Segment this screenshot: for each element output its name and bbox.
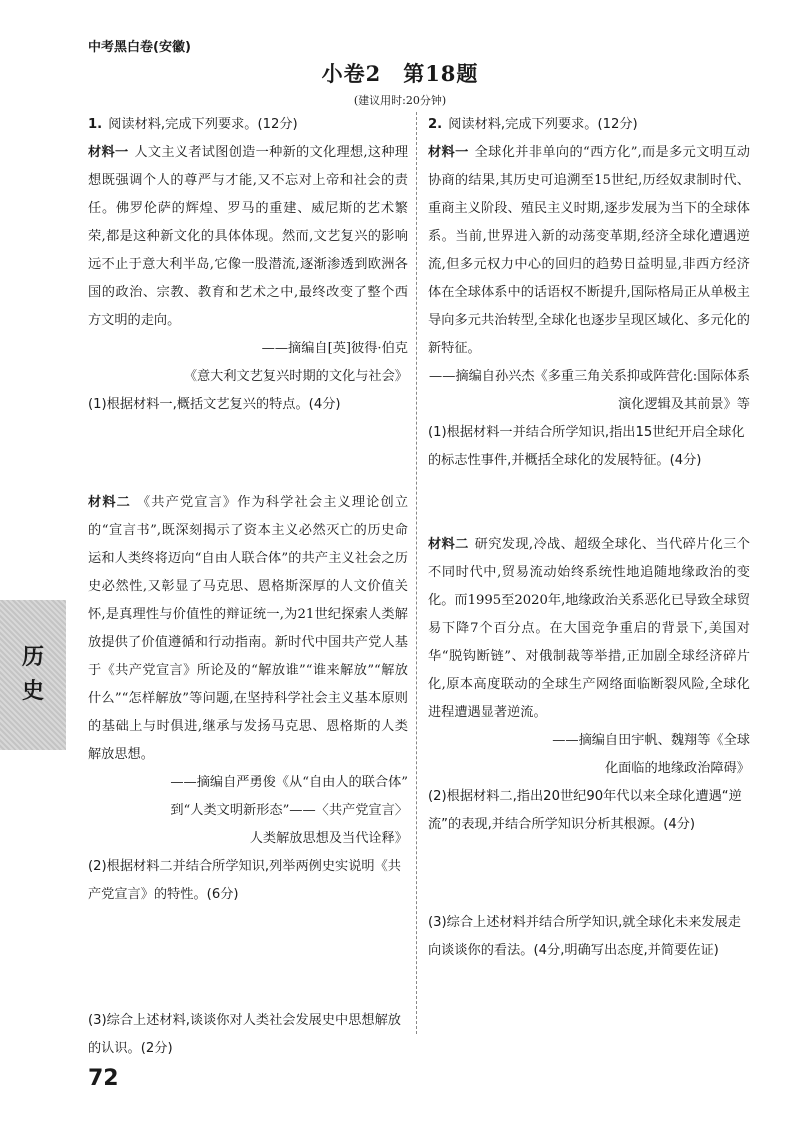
page-title: 小卷2 第18题	[321, 61, 479, 86]
q2-material-2-label: 材料二	[428, 537, 469, 552]
q2-material-1-label: 材料一	[428, 145, 469, 160]
answer-space	[428, 839, 750, 909]
question-1-number: 1.	[88, 117, 103, 132]
page-number: 72	[88, 1066, 119, 1091]
q1-material-2	[88, 489, 408, 769]
q1-subquestion-3: (3)综合上述材料,谈谈你对人类社会发展史中思想解放的认识。(2分)	[88, 1013, 401, 1056]
q1-material-1-text: 人文主义者试图创造一种新的文化理想,这种理想既强调个人的尊严与才能,又不忘对上帝和社会的责任。佛罗伦萨的辉煌、罗马的重建、威尼斯的艺术繁荣,都是这种新文化的具体体现。然而,文艺复兴的影响远不止于意大利半岛,它像一股潜流,逐渐渗透到欧洲各国的政治、宗教、教育和艺术之中,最终改变了整个西方文明的走向。	[88, 145, 409, 328]
q2-material-2	[428, 531, 750, 727]
time-suggestion: (建议用时:20分钟)	[353, 94, 447, 107]
answer-space	[88, 909, 408, 979]
q2-material-2-source-2: 化面临的地缘政治障碍》	[604, 761, 750, 776]
q2-material-1-source: ——摘编自孙兴杰《多重三角关系抑或阵营化:国际体系演化逻辑及其前景》等	[429, 369, 750, 412]
q2-material-1	[428, 139, 750, 363]
q2-material-2-source: ——摘编自田宇帆、魏翔等《全球	[552, 733, 750, 748]
question-2-stem-text: 阅读材料,完成下列要求。(12分)	[448, 117, 638, 132]
subject-char-2: 史	[21, 679, 44, 704]
q2-subquestion-2: (2)根据材料二,指出20世纪90年代以来全球化遭遇“逆流”的表现,并结合所学知识分析其根源。(4分)	[428, 789, 742, 832]
q1-material-2-source-3: 人类解放思想及当代诠释》	[249, 831, 408, 846]
question-1-stem-text: 阅读材料,完成下列要求。(12分)	[108, 117, 298, 132]
answer-space	[88, 979, 408, 1007]
question-2-stem	[428, 111, 750, 139]
q2-material-1-text: 全球化并非单向的“西方化”,而是多元文明互动协商的结果,其历史可追溯至15世纪,历经奴隶制时代、重商主义阶段、殖民主义时期,逐步发展为当下的全球体系。当前,世界进入新的动荡变革期,经济全球化遭遇逆流,但多元权力中心的回归的趋势日益明显,非西方经济体在全球体系中的话语权不断提升,国际格局正从单极主导向多元共治转型,全球化也逐步呈现区域化、多元化的新特征。	[428, 145, 750, 356]
q1-material-1-label: 材料一	[88, 145, 129, 160]
q1-material-1	[88, 139, 408, 335]
q1-material-2-source: ——摘编自严勇俊《从“自由人的联合体”	[170, 775, 408, 790]
subject-char-1: 历	[21, 645, 44, 670]
q1-material-2-text: 《共产党宣言》作为科学社会主义理论创立的“宣言书”,既深刻揭示了资本主义必然灭亡的历史命运和人类终将迈向“自由人联合体”的共产主义社会之历史必然性,又彰显了马克思、恩格斯深厚的人文价值关怀,是真理性与价值性的辩证统一,为21世纪探索人类解放提供了价值遵循和行动指南。新时代中国共产党人基于《共产党宣言》所论及的“解放谁”“谁来解放”“解放什么”“怎样解放”等问题,在坚持科学社会主义基本原则的基础上与时俱进,继承与发扬马克思、恩格斯的人类解放思想。	[88, 495, 409, 762]
q1-subquestion-1: (1)根据材料一,概括文艺复兴的特点。(4分)	[88, 397, 341, 412]
q1-material-1-source: ——摘编自[英]彼得·伯克	[261, 341, 408, 356]
series-header: 中考黑白卷(安徽)	[88, 40, 191, 55]
question-2-number: 2.	[428, 117, 443, 132]
question-1-stem	[88, 111, 408, 139]
q1-material-1-source-book: 《意大利文艺复兴时期的文化与社会》	[183, 369, 408, 384]
answer-space	[428, 475, 750, 531]
answer-space	[88, 419, 408, 489]
q1-material-2-label: 材料二	[88, 495, 131, 510]
question-1	[88, 111, 408, 1063]
question-2	[428, 111, 750, 965]
q1-subquestion-2: (2)根据材料二并结合所学知识,列举两例史实说明《共产党宣言》的特性。(6分)	[88, 859, 401, 902]
q2-subquestion-3: (3)综合上述材料并结合所学知识,就全球化未来发展走向谈谈你的看法。(4分,明确写出态度,并简要佐证)	[428, 915, 741, 958]
column-divider	[416, 112, 417, 1034]
q1-material-2-source-2: 到“人类文明新形态”——〈共产党宣言〉	[170, 803, 408, 818]
q2-material-2-text: 研究发现,冷战、超级全球化、当代碎片化三个不同时代中,贸易流动始终系统性地追随地缘政治的变化。而1995至2020年,地缘政治关系恶化已导致全球贸易下降7个百分点。在大国竞争重启的背景下,美国对华“脱钩断链”、对俄制裁等举措,正加剧全球经济碎片化,原本高度联动的全球生产网络面临断裂风险,全球化进程遭遇显著逆流。	[428, 537, 750, 720]
q2-subquestion-1: (1)根据材料一并结合所学知识,指出15世纪开启全球化的标志性事件,并概括全球化的发展特征。(4分)	[428, 425, 745, 468]
subject-side-tab	[0, 600, 66, 750]
